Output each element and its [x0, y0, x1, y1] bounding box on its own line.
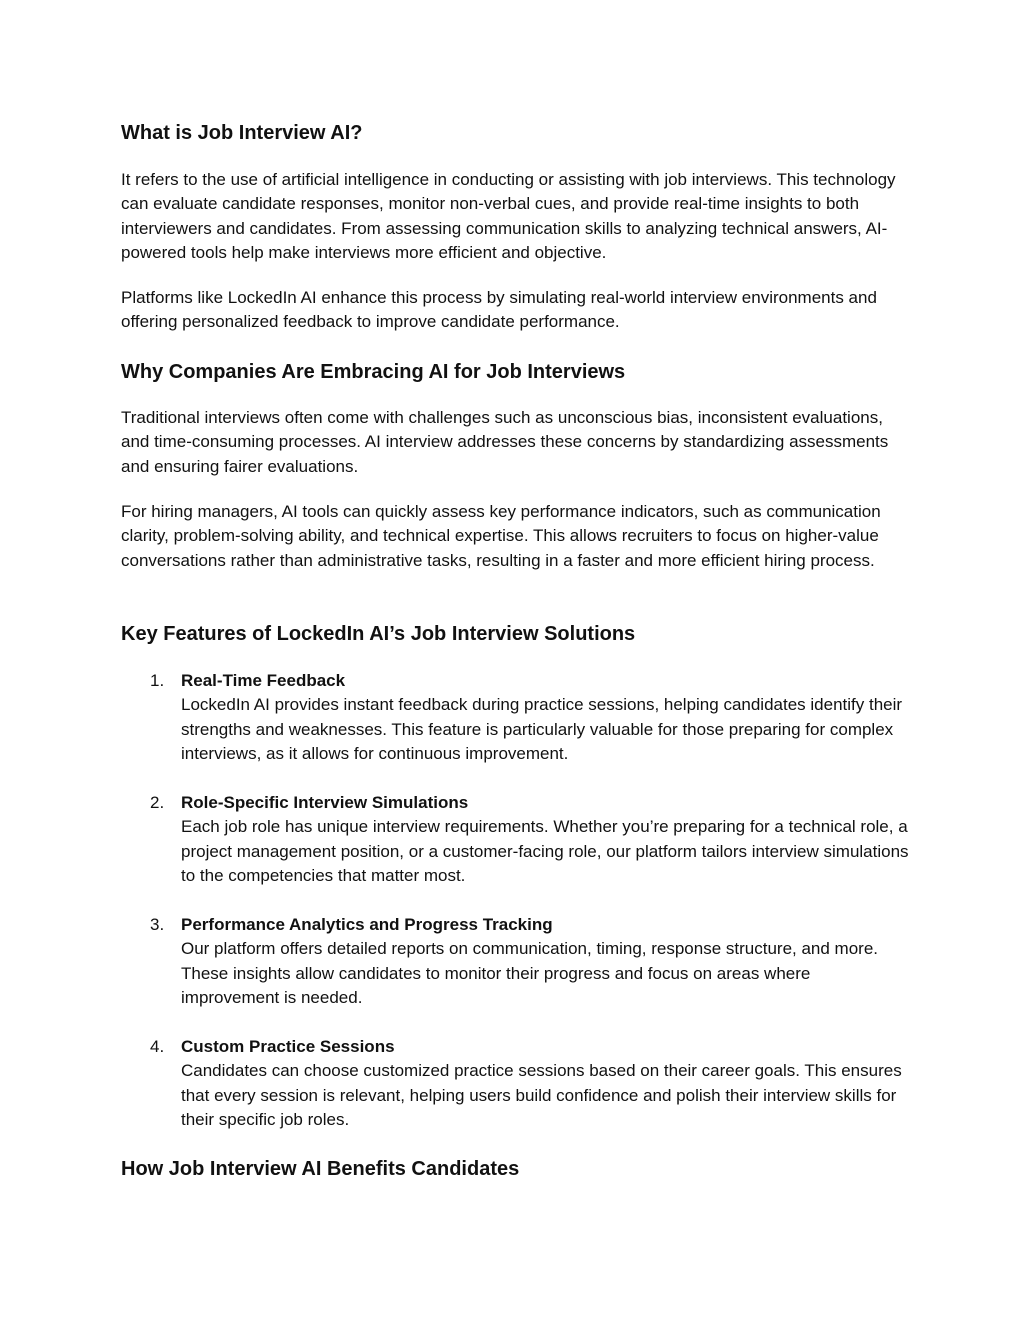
heading-benefits-candidates: How Job Interview AI Benefits Candidates	[121, 1158, 520, 1180]
paragraph-traditional-interviews: Traditional interviews often come with challenges such as unconscious bias, inconsistent evaluations, and time-consuming processes. AI interview addresses these concerns by standardizing assessments and ensuring fairer evaluations.	[121, 408, 889, 476]
feature-title: Performance Analytics and Progress Tracking	[181, 915, 553, 934]
list-number: 3.	[150, 915, 165, 934]
feature-list-item	[121, 791, 911, 888]
list-number: 2.	[150, 793, 165, 812]
paragraph-hiring-managers: For hiring managers, AI tools can quickly assess key performance indicators, such as communication clarity, problem-solving ability, and technical expertise. This allows recruiters to focus on higher-value conversations rather than administrative tasks, resulting in a faster and more efficient hiring process.	[121, 502, 881, 570]
feature-list-item	[121, 669, 911, 766]
feature-list-item	[121, 913, 911, 1010]
feature-description: Each job role has unique interview requirements. Whether you’re preparing for a technical role, a project management position, or a customer-facing role, our platform tailors interview simulations to the competencies that matter most.	[181, 817, 909, 885]
feature-title: Role-Specific Interview Simulations	[181, 793, 469, 812]
heading-key-features: Key Features of LockedIn AI’s Job Interview Solutions	[121, 623, 636, 645]
feature-description: Candidates can choose customized practice sessions based on their career goals. This ensures that every session is relevant, helping users build confidence and polish their interview skills for their specific job roles.	[181, 1061, 902, 1129]
list-number: 1.	[150, 671, 165, 690]
paragraph-lockedin-platform: Platforms like LockedIn AI enhance this process by simulating real-world interview environments and offering personalized feedback to improve candidate performance.	[121, 288, 877, 332]
list-number: 4.	[150, 1037, 165, 1056]
paragraph-definition: It refers to the use of artificial intelligence in conducting or assisting with job interviews. This technology can evaluate candidate responses, monitor non-verbal cues, and provide real-time insights to both interviewers and candidates. From assessing communication skills to analyzing technical answers, AI-powered tools help make interviews more efficient and objective.	[121, 170, 896, 262]
feature-title: Custom Practice Sessions	[181, 1037, 395, 1056]
feature-description: LockedIn AI provides instant feedback during practice sessions, helping candidates identify their strengths and weaknesses. This feature is particularly valuable for those preparing for complex interviews, as it allows for continuous improvement.	[181, 695, 903, 763]
heading-what-is-job-interview-ai: What is Job Interview AI?	[121, 122, 363, 144]
feature-description: Our platform offers detailed reports on communication, timing, response structure, and more. These insights allow candidates to monitor their progress and focus on areas where improvement is needed.	[181, 939, 879, 1007]
feature-title: Real-Time Feedback	[181, 671, 346, 690]
feature-list-item	[121, 1035, 911, 1132]
heading-why-companies: Why Companies Are Embracing AI for Job Interviews	[121, 361, 626, 383]
